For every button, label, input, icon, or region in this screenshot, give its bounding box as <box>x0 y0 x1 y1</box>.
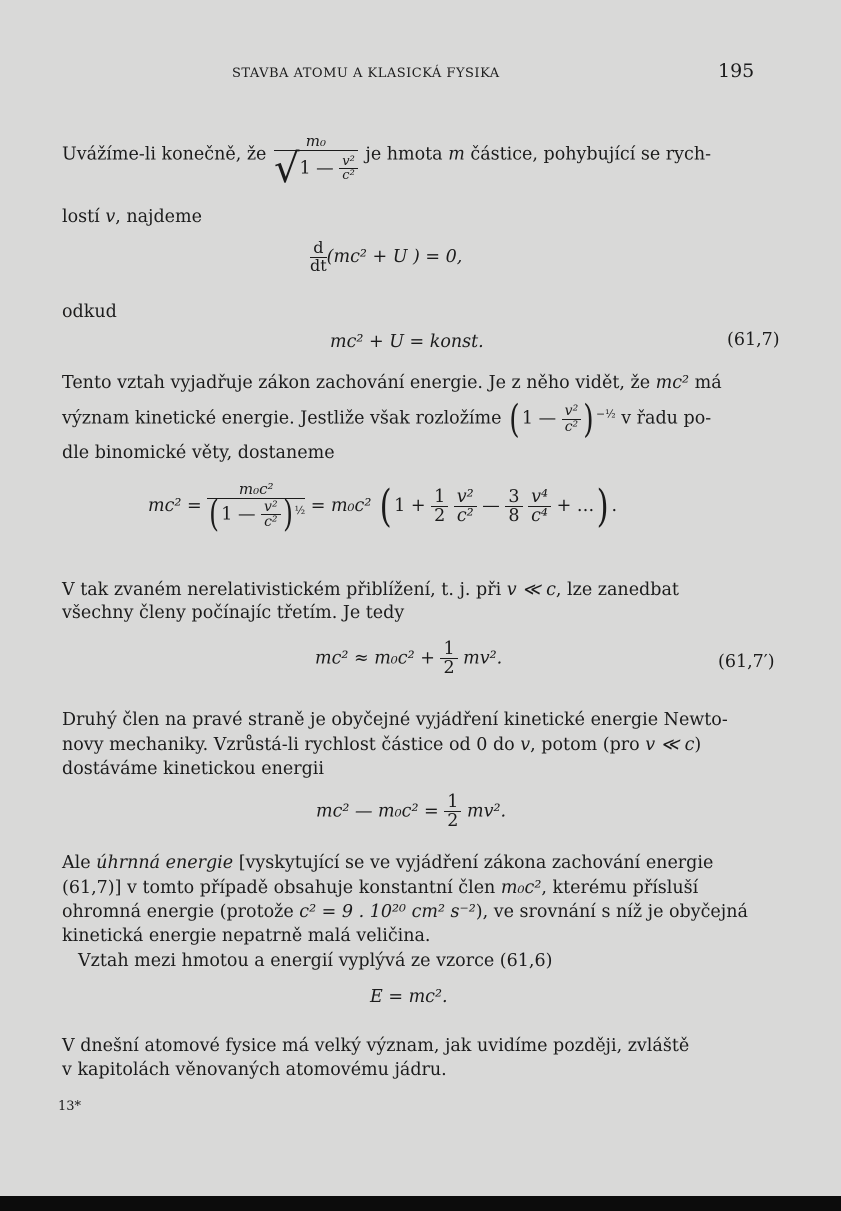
numerator: d <box>310 240 327 258</box>
equation-number: (61,7) <box>727 330 780 350</box>
variable: m₀c² <box>500 878 542 898</box>
expression: v ≪ c <box>506 580 556 600</box>
text: ) <box>694 735 702 755</box>
text: Tento vztah vyjadřuje zákon zachování energie. Je z něho vidět, že <box>62 373 651 393</box>
minus: — <box>482 496 500 517</box>
paragraph-5-line-5: Vztah mezi hmotou a energií vyplývá ze vzorce (61,6) <box>78 951 553 971</box>
text: částice, pohybující se rych- <box>470 144 712 165</box>
printer-signature: 13* <box>58 1099 82 1114</box>
text: (61,7)] v tomto případě obsahuje konstantní člen <box>62 878 496 898</box>
paragraph-2-line-1 <box>62 371 722 396</box>
paragraph-5-line-4: kinetická energie nepatrně malá veličina. <box>62 926 431 946</box>
variable: mc² <box>655 373 690 393</box>
v2-over-c2 <box>261 500 281 530</box>
term: 1 + <box>394 496 426 517</box>
numerator: m₀ <box>274 134 358 151</box>
denominator: c² <box>456 506 474 527</box>
numerator: v² <box>562 404 582 420</box>
equation-body: (mc² + U ) = 0, <box>326 246 463 267</box>
numerator: v² <box>261 500 281 516</box>
paragraph-1-line-2 <box>62 205 202 230</box>
denominator: 2 <box>434 506 446 527</box>
equation-number: (61,7′) <box>718 652 775 672</box>
equation-61-7-prime <box>315 640 502 678</box>
d-dt-fraction <box>310 240 327 275</box>
denominator <box>207 493 306 535</box>
text: , lze zanedbat <box>555 580 679 600</box>
text: ), ve srovnání s níž je obyčejná <box>475 902 748 922</box>
paragraph-4-line-2 <box>62 733 701 758</box>
denominator: 2 <box>443 658 455 679</box>
paragraph-5-line-2 <box>62 876 698 901</box>
equation-derivative <box>310 240 462 275</box>
paragraph-2-line-2 <box>62 397 712 441</box>
numerator: v² <box>454 488 477 507</box>
one-half <box>440 640 457 678</box>
main-fraction <box>207 480 306 535</box>
variable: v <box>520 735 531 755</box>
denominator <box>273 145 358 192</box>
one-half <box>444 793 461 831</box>
equation-kinetic-energy <box>316 793 506 831</box>
mass-formula <box>273 132 358 192</box>
v2-over-c2 <box>339 155 358 183</box>
denominator: c² <box>342 168 355 184</box>
right-paren: ) <box>583 397 594 441</box>
text: 1 — <box>521 408 557 429</box>
v2-over-c2 <box>454 488 477 526</box>
numerator: 1 <box>440 640 457 659</box>
paragraph-6-line-1: V dnešní atomové fysice má velký význam, jak uvidíme později, zvláště <box>62 1036 690 1056</box>
period: . <box>611 496 618 517</box>
running-title: STAVBA ATOMU A KLASICKÁ FYSIKA <box>232 66 500 81</box>
paragraph-4-line-1: Druhý člen na pravé straně je obyčejné vyjádření kinetické energie Newto- <box>62 710 728 730</box>
text: v řadu po- <box>621 408 712 429</box>
numerator: v⁴ <box>528 488 551 507</box>
denominator: 2 <box>447 811 459 832</box>
variable: v <box>105 207 116 227</box>
v2-over-c2 <box>562 404 582 434</box>
denominator: c² <box>564 418 579 435</box>
tail: + … <box>556 496 595 517</box>
numerator: 1 <box>431 488 448 507</box>
expression: c² = 9 . 10²⁰ cm² s⁻² <box>299 902 476 922</box>
rhs: mv². <box>463 648 503 669</box>
lhs: mc² — m₀c² = <box>316 801 439 822</box>
text: Uvážíme-li konečně, že <box>62 144 267 165</box>
lhs: mc² ≈ m₀c² + <box>315 648 435 669</box>
v4-over-c4 <box>528 488 551 526</box>
exponent: ½ <box>294 503 306 517</box>
exponent: −½ <box>596 407 616 421</box>
text: novy mechaniky. Vzrůstá-li rychlost částice od 0 do <box>62 735 515 755</box>
text: ohromná energie (protože <box>62 902 294 922</box>
left-paren: ( <box>509 397 520 441</box>
one-half <box>431 488 448 526</box>
text: , najdeme <box>115 207 202 227</box>
numerator: 1 <box>444 793 461 812</box>
equation-binomial-expansion <box>148 480 618 535</box>
sqrt-icon: √ <box>273 145 300 192</box>
paragraph-1-line-1 <box>62 132 712 192</box>
emphasis: úhrnná energie <box>96 853 234 873</box>
paragraph-2-line-3: dle binomické věty, dostaneme <box>62 443 335 463</box>
right-paren: ) <box>596 480 609 532</box>
denominator: c⁴ <box>531 506 548 527</box>
lhs: mc² = <box>148 496 202 517</box>
three-eighths <box>505 488 522 526</box>
text: V tak zvaném nerelativistickém přiblížení, t. j. při <box>62 580 502 600</box>
mid: = m₀c² <box>310 496 372 517</box>
denominator: dt <box>310 255 327 275</box>
page-number: 195 <box>718 60 755 82</box>
paragraph-6-line-2: v kapitolách věnovaných atomovému jádru. <box>62 1060 447 1080</box>
paragraph-5-line-1 <box>62 851 713 876</box>
text: , potom (pro <box>530 735 640 755</box>
paragraph-4-line-3: dostáváme kinetickou energii <box>62 759 324 779</box>
left-paren: ( <box>379 480 392 532</box>
rhs: mv². <box>467 801 507 822</box>
denominator: c² <box>264 514 278 531</box>
numerator: v² <box>339 155 358 170</box>
equation-61-7: mc² + U = konst. <box>330 332 484 352</box>
equation-mass-energy: E = mc². <box>370 987 448 1007</box>
text: je hmota <box>365 144 443 165</box>
text: význam kinetické energie. Jestliže však rozložíme <box>62 408 502 429</box>
variable: m <box>448 144 465 165</box>
denominator: 8 <box>508 506 520 527</box>
text: 1 — <box>299 158 334 179</box>
text: lostí <box>62 207 100 227</box>
text: má <box>694 373 722 393</box>
right-paren: ) <box>282 493 293 535</box>
paragraph-3-line-2: všechny členy počínajíc třetím. Je tedy <box>62 603 405 623</box>
numerator: 3 <box>505 488 522 507</box>
text: [vyskytující se ve vyjádření zákona zachování energie <box>238 853 714 873</box>
odkud-label: odkud <box>62 302 117 322</box>
left-paren: ( <box>209 493 220 535</box>
paragraph-5-line-3 <box>62 900 748 925</box>
expression: v ≪ c <box>645 735 695 755</box>
text: Ale <box>62 853 91 873</box>
paragraph-3-line-1 <box>62 578 679 603</box>
text: , kterému přísluší <box>541 878 699 898</box>
numerator: m₀c² <box>207 482 305 499</box>
text: 1 — <box>221 504 256 525</box>
